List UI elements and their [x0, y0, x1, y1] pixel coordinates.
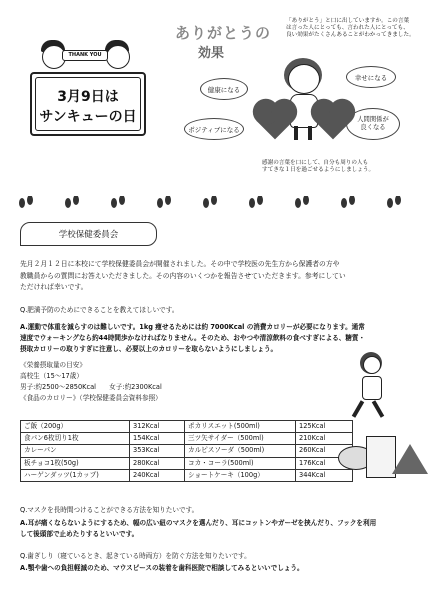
calorie-cell: 353Kcal	[130, 445, 185, 457]
qa1-answer: A.運動で体重を減らすのは難しいです。1kg 痩せるためには約 7000Kcal の消費カロリーが必要になります。通常 速度でウォーキングなら約44時間歩かなければなりません。そのため、おやつや清涼飲料の食べすぎによる、糖質・ 摂取カロリーの取りすぎに注意し、必要以上のカロリーを取らないようにしましょう。	[20, 323, 366, 353]
section-label: 学校保健委員会	[58, 230, 119, 240]
qa1-question: Q.肥満予防のためにできることを教えてほしいです。	[20, 306, 179, 314]
effects-heading: ありがとうの	[175, 24, 272, 42]
food-table-row	[21, 457, 353, 469]
food-name-cell: カレーパン	[21, 445, 130, 457]
footprints-divider	[0, 196, 440, 210]
section-label-box	[20, 222, 157, 246]
intro-paragraph: 先月２月１２日に本校にて学校保健委員会が開催されました。その中で学校医の先生方から保護者の方や 教職員からの質問にお答えいただきました。その内容のいくつかを報告させていただきます。参考にしてい ただければ幸いです。	[20, 260, 346, 291]
food-name-cell: ショートケーキ（100g）	[185, 469, 296, 481]
bubble-health: 健康になる	[200, 78, 248, 100]
bubble-positive: ポジティブになる	[184, 118, 244, 140]
food-name-cell: ポカリスエット(500ml)	[185, 421, 296, 433]
food-name-cell: ハーゲンダッツ(1カップ)	[21, 469, 130, 481]
title-board	[30, 72, 146, 136]
food-table-row	[21, 445, 353, 457]
qa3-answer: A.顎や歯への負担軽減のため、マウスピースの装着を歯科医院で相談してみるといいでしょう。	[20, 564, 304, 572]
calorie-cell: 280Kcal	[130, 457, 185, 469]
qa3-question: Q.歯ぎしり（寝ているとき、起きている時両方）を防ぐ方法を知りたいです。	[20, 552, 251, 560]
food-table-row	[21, 469, 353, 481]
intake-block: 《栄養摂取量の目安》 高校生（15～17歳） 男子:約2500～2850Kcal 女子:約2300Kcal 《食品のカロリー》（学校保健委員会資料参照）	[20, 361, 162, 402]
food-table-row	[21, 421, 353, 433]
calorie-cell: 210Kcal	[296, 433, 353, 445]
food-calorie-table	[20, 420, 353, 482]
food-name-cell: 食パン6枚切り1枚	[21, 433, 130, 445]
title-event: サンキューの日	[39, 109, 137, 125]
food-name-cell: 三ツ矢サイダー（500ml)	[185, 433, 296, 445]
effects-subheading: 効果	[198, 46, 225, 61]
calorie-cell: 312Kcal	[130, 421, 185, 433]
qa2-question: Q.マスクを長時間つけることができる方法を知りたいです。	[20, 506, 199, 514]
qa2-answer: A.耳が痛くならないようにするため、幅の広い紐のマスクを選んだり、耳にコットンやガーゼを挟んだり、フックを利用 して後頭部で止めたりするといいです。	[20, 519, 377, 538]
runner-illustration	[346, 352, 396, 422]
food-table-row	[21, 433, 353, 445]
food-illustration	[338, 436, 428, 482]
calorie-cell: 125Kcal	[296, 421, 353, 433]
thank-you-banner: THANK YOU	[62, 50, 108, 61]
calorie-cell: 240Kcal	[130, 469, 185, 481]
food-name-cell: カルピスソーダ（500ml)	[185, 445, 296, 457]
calorie-cell: 344Kcal	[296, 469, 353, 481]
bubble-happy: 幸せになる	[346, 66, 396, 88]
food-name-cell: ご飯（200g）	[21, 421, 130, 433]
effects-caption: 感謝の言葉を口にして、自分も周りの人も すてきな１日を過ごせるようにしましょう。	[262, 160, 375, 174]
food-name-cell: コカ・コーラ(500ml)	[185, 457, 296, 469]
calorie-cell: 260Kcal	[296, 445, 353, 457]
bubble-relationships: 人間関係が 良くなる	[346, 108, 400, 140]
calorie-cell: 176Kcal	[296, 457, 353, 469]
calorie-cell: 154Kcal	[130, 433, 185, 445]
effects-description: 「ありがとう」と口に出していますか。この言葉 は言った人にとっても、言われた人にとっても、 良い効果がたくさんあることがわかってきました。	[286, 18, 415, 39]
food-name-cell: 板チョコ1枚(50g)	[21, 457, 130, 469]
title-date: 3月9日は	[57, 89, 119, 105]
